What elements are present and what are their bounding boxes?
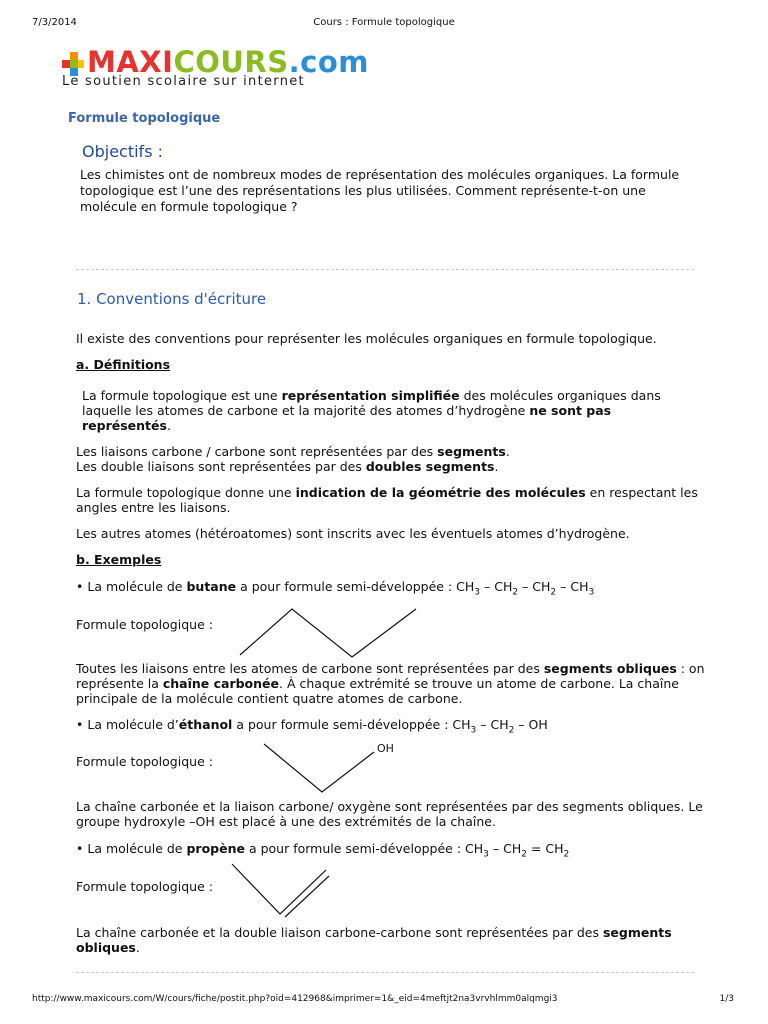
propene-explanation: La chaîne carbonée et la double liaison carbone-carbone sont représentées par des segments obliques. [76,925,672,955]
propene-topo-label: Formule topologique : [76,879,213,894]
page-title: Formule topologique [68,111,221,126]
butane-formula-line: • La molécule de butane a pour formule semi-développée : $CH_3 - CH_2 - CH_2 - CH_3$ [76,579,595,598]
geometry-text: La formule topologique donne une indication de la géométrie des molécules en respectant les angles entre les liaisons. [76,485,698,515]
definition-text: La formule topologique est une représentation simplifiée des molécules organiques dans laquelle les atomes de carbone et la majorité des atomes d’hydrogène ne sont pas représentés. [82,388,661,433]
section-intro: Il existe des conventions pour représenter les molécules organiques en formule topologique. [76,331,657,346]
page-number: 1/3 [719,994,734,1004]
objectives-text: Les chimistes ont de nombreux modes de représentation des molécules organiques. La formule topologique est l’une des représentations les plus utilisées. Comment représente-t-on une molécule en formule topologique ? [80,167,680,214]
ethanol-oh-label: OH [377,742,394,755]
section-title: 1. Conventions d'écriture [77,290,267,308]
heteroatoms-text: Les autres atomes (hétéroatomes) sont inscrits avec les éventuels atomes d’hydrogène. [76,526,630,541]
print-date: 7/3/2014 [32,17,77,28]
propene-skeletal-formula [230,862,330,922]
liaisons-text: Les liaisons carbone / carbone sont représentées par des segments. Les double liaisons sont représentées par des doubles segments. [76,444,510,474]
page-url: http://www.maxicours.com/W/cours/fiche/postit.php?oid=412968&imprimer=1&_eid=4meftjt2na3vrvhlmm0alqmgi3 [32,994,558,1004]
divider [76,269,694,270]
objectives-title: Objectifs : [82,142,163,161]
subheading-definitions: a. Définitions [76,357,171,372]
propene-formula-line: • La molécule de propène a pour formule semi-développée : $CH_3 - CH_2 = CH_2$ [76,841,570,860]
butane-topo-label: Formule topologique : [76,617,213,632]
ethanol-formula-line: • La molécule d’éthanol a pour formule semi-développée : $CH_3 - CH_2$ – OH [76,717,548,736]
ethanol-skeletal-formula [262,742,382,796]
maxicours-logo[interactable]: MAXICOURS.com [87,45,370,79]
maxicours-logo-icon [62,52,84,76]
ethanol-explanation: La chaîne carbonée et la liaison carbone/ oxygène sont représentées par des segments obliques. Le groupe hydroxyle –OH est placé à une des extrémités de la chaîne. [76,799,703,829]
butane-skeletal-formula [236,605,436,660]
subheading-examples: b. Exemples [76,552,162,567]
butane-explanation: Toutes les liaisons entre les atomes de carbone sont représentées par des segments obliques : on représente la chaîne carbonée. À chaque extrémité se trouve un atome de carbone. La chaîne principale de la molécule contient quatre atomes de carbone. [76,661,705,706]
divider [76,972,694,973]
ethanol-topo-label: Formule topologique : [76,754,213,769]
print-title: Cours : Formule topologique [313,17,455,28]
logo-tagline: Le soutien scolaire sur internet [62,74,305,89]
